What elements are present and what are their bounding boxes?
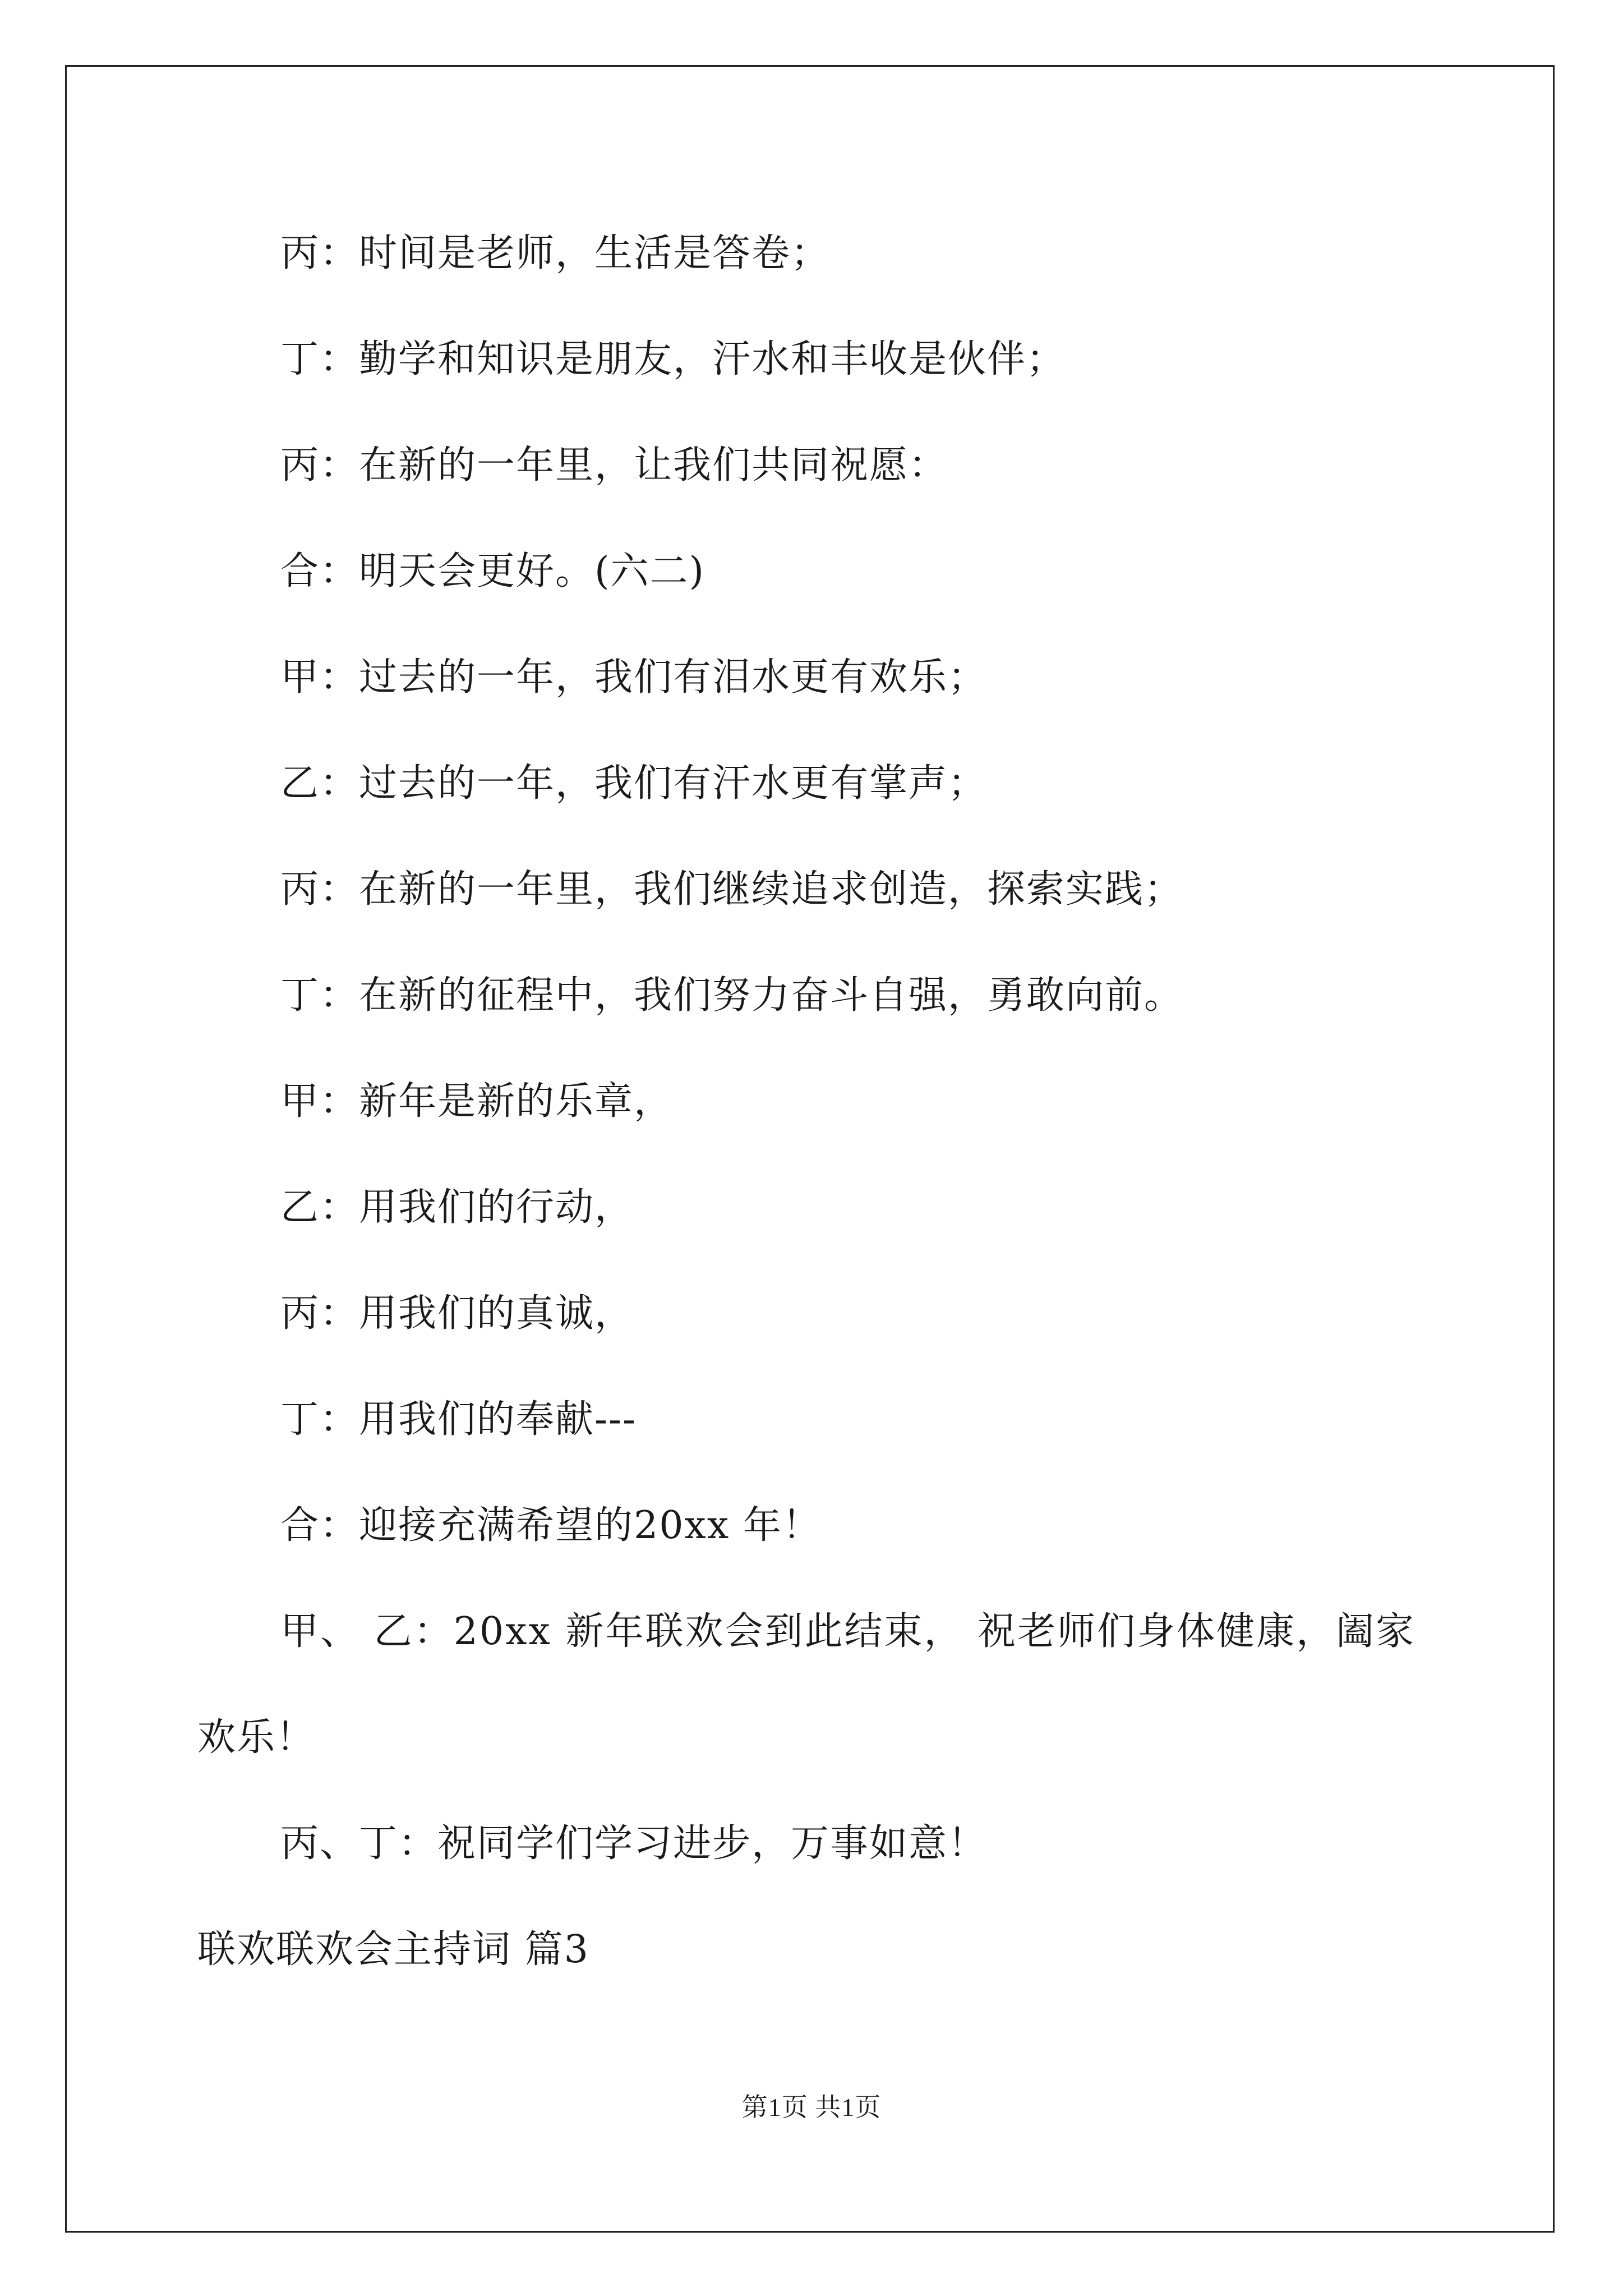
script-line-14-continued: 欢乐！	[197, 1715, 316, 1760]
script-line-12: 丁：用我们的奉献---	[280, 1397, 637, 1442]
script-line-2: 丁：勤学和知识是朋友，汗水和丰收是伙伴；	[280, 337, 1066, 381]
script-line-10: 乙：用我们的行动，	[280, 1185, 634, 1230]
section-heading: 联欢联欢会主持词 篇3	[197, 1927, 589, 1972]
script-line-1: 丙：时间是老师，生活是答卷；	[280, 231, 831, 275]
script-line-3: 丙：在新的一年里，让我们共同祝愿：	[280, 443, 948, 487]
page-border	[65, 65, 1555, 2233]
script-line-13: 合：迎接充满希望的20xx 年！	[280, 1503, 822, 1548]
script-line-4: 合：明天会更好。(六二)	[280, 549, 706, 593]
script-line-11: 丙：用我们的真诚，	[280, 1291, 634, 1336]
page-indicator: 第1页 共1页	[741, 2093, 882, 2122]
script-line-7: 丙：在新的一年里，我们继续追求创造，探索实践；	[280, 867, 1184, 912]
script-line-14: 甲、 乙：20xx 新年联欢会到此结束， 祝老师们身体健康，阖家	[280, 1609, 1416, 1654]
script-line-8: 丁：在新的征程中，我们努力奋斗自强，勇敢向前。	[280, 973, 1184, 1018]
script-line-9: 甲：新年是新的乐章，	[280, 1079, 674, 1124]
script-line-6: 乙：过去的一年，我们有汗水更有掌声；	[280, 761, 988, 806]
script-line-5: 甲：过去的一年，我们有泪水更有欢乐；	[280, 655, 988, 700]
script-line-15: 丙、丁：祝同学们学习进步，万事如意！	[280, 1821, 988, 1866]
